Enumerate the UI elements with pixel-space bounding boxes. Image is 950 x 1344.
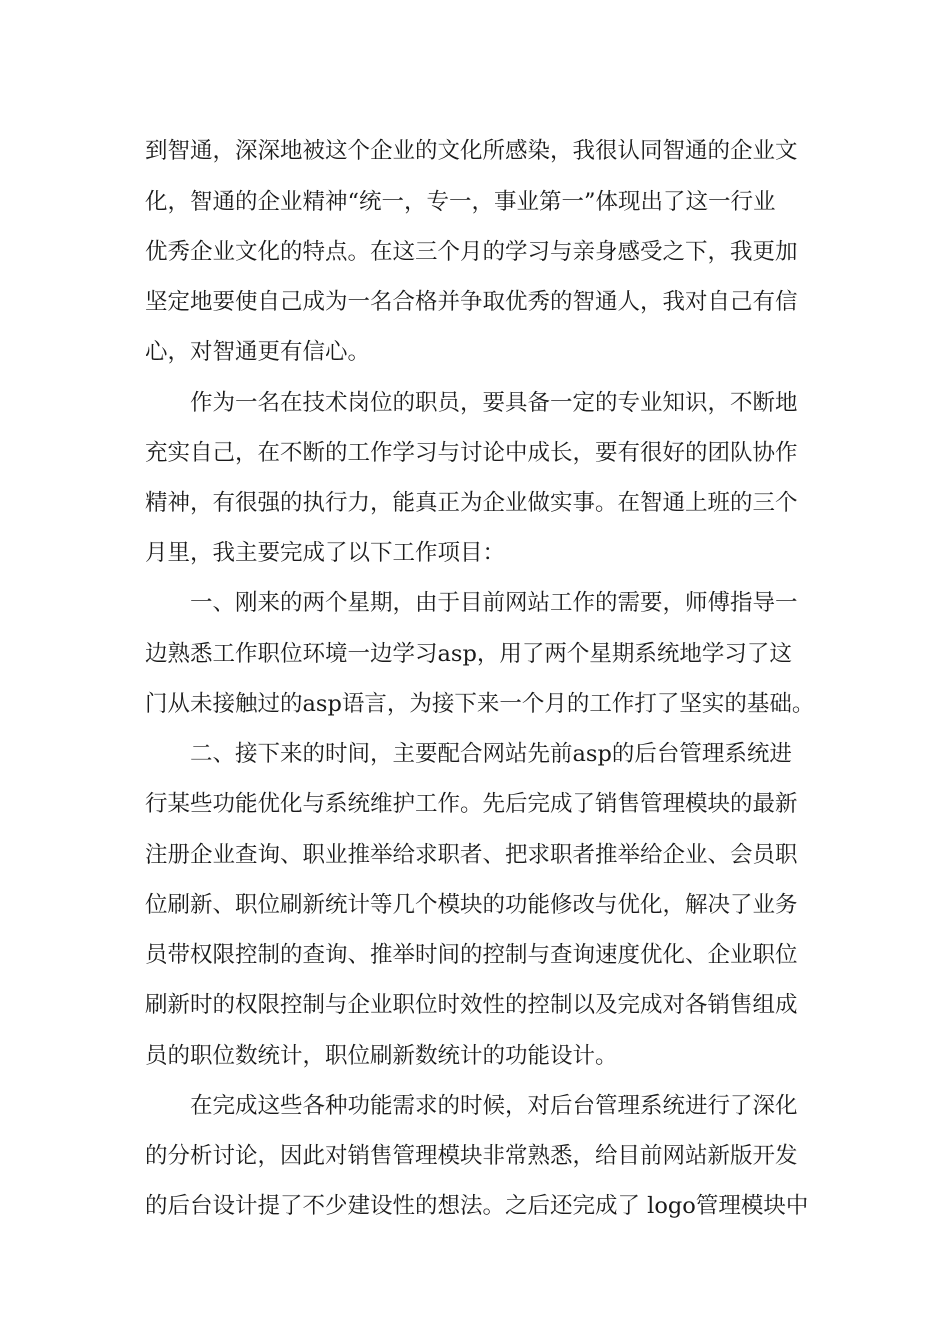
paragraph-line: 在完成这些各种功能需求的时候，对后台管理系统进行了深化 xyxy=(190,1093,798,1119)
paragraph-line: 精神，有很强的执行力，能真正为企业做实事。在智通上班的三个 xyxy=(145,490,798,516)
paragraph-line: 位刷新、职位刷新统计等几个模块的功能修改与优化，解决了业务 xyxy=(145,892,798,918)
paragraph-line: 刷新时的权限控制与企业职位时效性的控制以及完成对各销售组成 xyxy=(145,992,798,1018)
paragraph-line: 边熟悉工作职位环境一边学习asp，用了两个星期系统地学习了这 xyxy=(145,641,792,667)
paragraph-line: 月里，我主要完成了以下工作项目： xyxy=(145,540,506,566)
paragraph-line: 一、刚来的两个星期，由于目前网站工作的需要，师傅指导一 xyxy=(190,590,798,616)
paragraph-line: 的分析讨论，因此对销售管理模块非常熟悉，给目前网站新版开发 xyxy=(145,1143,798,1169)
paragraph-line: 作为一名在技术岗位的职员，要具备一定的专业知识，不断地 xyxy=(190,390,798,416)
paragraph-line: 坚定地要使自己成为一名合格并争取优秀的智通人，我对自己有信 xyxy=(145,289,798,315)
paragraph-line: 到智通，深深地被这个企业的文化所感染，我很认同智通的企业文 xyxy=(145,138,798,164)
paragraph-line: 门从未接触过的asp语言，为接下来一个月的工作打了坚实的基础。 xyxy=(145,691,815,717)
paragraph-line: 心，对智通更有信心。 xyxy=(145,339,371,365)
paragraph-line: 优秀企业文化的特点。在这三个月的学习与亲身感受之下，我更加 xyxy=(145,239,798,265)
paragraph-line: 员的职位数统计，职位刷新数统计的功能设计。 xyxy=(145,1043,618,1069)
paragraph-line: 二、接下来的时间，主要配合网站先前asp的后台管理系统进 xyxy=(190,741,792,767)
paragraph-line: 化，智通的企业精神“统一，专一，事业第一”体现出了这一行业 xyxy=(145,189,776,215)
paragraph-line: 行某些功能优化与系统维护工作。先后完成了销售管理模块的最新 xyxy=(145,791,798,817)
paragraph-line: 员带权限控制的查询、推举时间的控制与查询速度优化、企业职位 xyxy=(145,942,798,968)
paragraph-line: 充实自己，在不断的工作学习与讨论中成长，要有很好的团队协作 xyxy=(145,440,798,466)
paragraph-line: 注册企业查询、职业推举给求职者、把求职者推举给企业、会员职 xyxy=(145,842,798,868)
paragraph-line: 的后台设计提了不少建设性的想法。之后还完成了 logo管理模块中 xyxy=(145,1193,809,1219)
